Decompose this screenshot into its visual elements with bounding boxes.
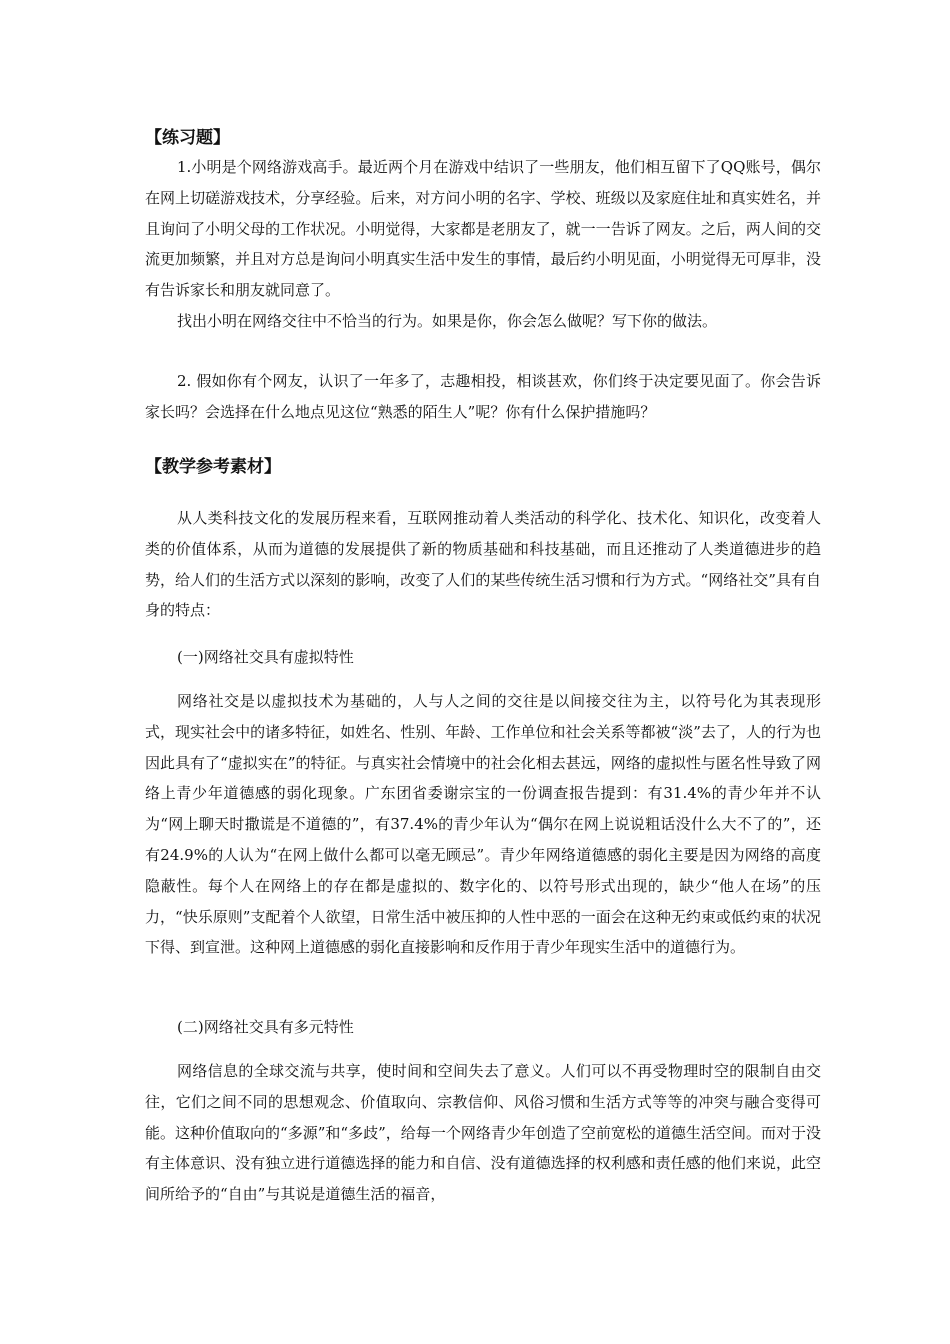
exercise-question-2: 2. 假如你有个网友，认识了一年多了，志趣相投，相谈甚欢，你们终于决定要见面了。你会告诉家长吗？会选择在什么地点见这位“熟悉的陌生人”呢？你有什么保护措施吗？ [145, 372, 821, 421]
section-1-title: (一)网络社交具有虚拟特性 [177, 648, 354, 666]
section-1-body: 网络社交是以虚拟技术为基础的，人与人之间的交往是以间接交往为主，以符号化为其表现形式，现实社会中的诸多特征，如姓名、性别、年龄、工作单位和社会关系等都被“淡”去了，人的行为也因此具有了“虚拟实在”的特征。与真实社会情境中的社会化相去甚远，网络的虚拟性与匿名性导致了网络上青少年道德感的弱化现象。广东团省委谢宗宝的一份调查报告提到：有31.4%的青少年并不认为“网上聊天时撒谎是不道德的”，有37.4%的青少年认为“偶尔在网上说说粗话没什么大不了的”，还有24.9%的人认为“在网上做什么都可以毫无顾忌”。青少年网络道德感的弱化主要是因为网络的高度隐蔽性。每个人在网络上的存在都是虚拟的、数字化的、以符号形式出现的，缺少“他人在场”的压力，“快乐原则”支配着个人欲望，日常生活中被压抑的人性中恶的一面会在这种无约束或低约束的状况下得、到宣泄。这种网上道德感的弱化直接影响和反作用于青少年现实生活中的道德行为。 [145, 692, 821, 957]
exercise-question-1: 1.小明是个网络游戏高手。最近两个月在游戏中结识了一些朋友，他们相互留下了QQ账号，偶尔在网上切磋游戏技术，分享经验。后来，对方问小明的名字、学校、班级以及家庭住址和真实姓名，并且询问了小明父母的工作状况。小明觉得，大家都是老朋友了，就一一告诉了网友。之后，两人间的交流更加频繁，并且对方总是询问小明真实生活中发生的事情，最后约小明见面，小明觉得无可厚非，没有告诉家长和朋友就同意了。 [145, 158, 821, 300]
section-2-body: 网络信息的全球交流与共享，使时间和空间失去了意义。人们可以不再受物理时空的限制自由交往，它们之间不同的思想观念、价值取向、宗教信仰、风俗习惯和生活方式等等的冲突与融合变得可能。这种价值取向的“多源”和“多歧”，给每一个网络青少年创造了空前宽松的道德生活空间。而对于没有主体意识、没有独立进行道德选择的能力和自信、没有道德选择的权利感和责任感的他们来说，此空间所给予的“自由”与其说是道德生活的福音， [145, 1062, 821, 1204]
exercise-question-1-prompt: 找出小明在网络交往中不恰当的行为。如果是你，你会怎么做呢？写下你的做法。 [177, 312, 718, 330]
reference-intro: 从人类科技文化的发展历程来看，互联网推动着人类活动的科学化、技术化、知识化，改变着人类的价值体系，从而为道德的发展提供了新的物质基础和科技基础，而且还推动了人类道德进步的趋势，给人们的生活方式以深刻的影响，改变了人们的某些传统生活习惯和行为方式。“网络社交”具有自身的特点： [145, 509, 821, 620]
section-2-title: (二)网络社交具有多元特性 [177, 1018, 354, 1036]
reference-heading: 【教学参考素材】 [145, 457, 281, 477]
document-page [145, 0, 821, 1344]
exercise-heading: 【练习题】 [145, 128, 230, 148]
